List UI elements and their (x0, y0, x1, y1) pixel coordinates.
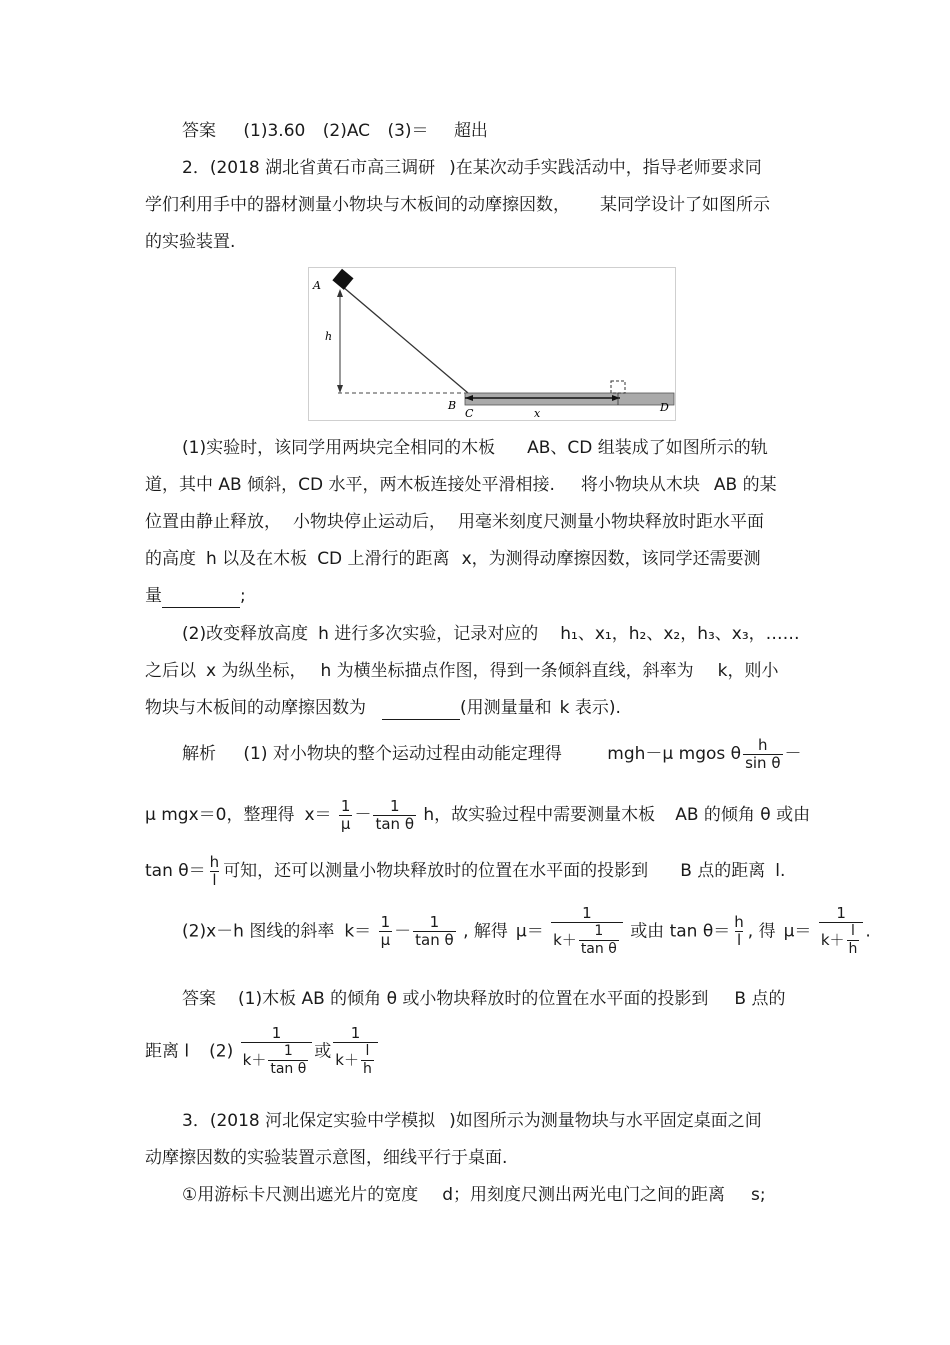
text: k 表示). (559, 698, 621, 718)
analysis-line-3 (145, 851, 785, 891)
analysis-line-4 (182, 905, 871, 958)
q3-line-2 (145, 1147, 507, 1169)
label-b: B (448, 399, 457, 412)
text: l. (775, 861, 786, 881)
text: (用测量量和 (460, 698, 552, 718)
fraction: 1 k＋ $\frac{1}{\text{tan θ}}$ (241, 1025, 313, 1078)
fraction: $\frac{h}{\text{sin θ}}$ (745, 735, 781, 772)
text: 位置由静止释放， (145, 512, 281, 532)
text: , 解得 (463, 921, 508, 942)
q2-line-1 (182, 157, 762, 179)
text: 道，其中 AB 倾斜，CD 水平，两木板连接处平滑相接. (145, 475, 555, 495)
text: h，故实验过程中需要测量木板 (423, 805, 656, 825)
fraction: 1 k＋ $\frac{l}{h}$ (333, 1025, 378, 1078)
text: 物块与木板间的动摩擦因数为 (145, 698, 366, 718)
text: 动摩擦因数的实验装置示意图，细线平行于桌面. (145, 1148, 508, 1168)
q3-line-1 (182, 1110, 762, 1132)
fraction: $\frac{1}{\mu}$ (340, 796, 351, 833)
q2p1-line-2 (145, 474, 777, 496)
text: 的高度 (145, 549, 196, 569)
answer-part-1: (1)3.60 (243, 121, 306, 141)
text: 将小物块从木块 (580, 475, 700, 495)
q2-line-3 (145, 231, 235, 253)
label-c: C (465, 407, 474, 420)
apparatus-figure (308, 267, 676, 421)
text: k＝ (344, 921, 372, 942)
fraction: 1 k＋ $\frac{1}{\text{tan θ}}$ (551, 905, 623, 958)
text: h₁、x₁，h₂、x₂，h₃、x₃，…… (560, 624, 800, 644)
text: 用毫米刻度尺测量小物块释放时距水平面 (458, 512, 764, 532)
text: μ＝ (783, 921, 812, 942)
text: h 为横坐标描点作图，得到一条倾斜直线，斜率为 (320, 661, 694, 681)
text: x＝ (304, 805, 332, 825)
text: x 为纵坐标， (206, 661, 307, 681)
text: AB 的某 (713, 475, 777, 495)
q2-text: 学们利用手中的器材测量小物块与木板间的动摩擦因数， (145, 195, 570, 215)
text: h 进行多次实验，记录对应的 (318, 624, 539, 644)
text: ①用游标卡尺测出遮光片的宽度 (182, 1185, 419, 1205)
text: ; (240, 586, 246, 606)
text: 或由 tan θ＝ (630, 921, 731, 942)
text: B 点的 (734, 989, 786, 1009)
fraction: $\frac{h}{l}$ (734, 913, 744, 949)
q2-text: 某同学设计了如图所示 (600, 195, 770, 215)
label-a: A (313, 279, 321, 292)
text: (2) (209, 1041, 234, 1062)
text: k，则小 (717, 661, 779, 681)
text: AB、CD 组装成了如图所示的轨 (527, 438, 768, 458)
q2-line-2 (145, 194, 770, 216)
text: (1)实验时，该同学用两块完全相同的木板 (182, 438, 496, 458)
q3-line-3 (182, 1184, 766, 1206)
text: 小物块停止运动后， (293, 512, 446, 532)
text: － (784, 744, 802, 764)
text: AB 的倾角 θ 或由 (675, 805, 811, 825)
fraction: $\frac{1}{\text{tan θ}}$ (375, 796, 414, 833)
fraction: 1 k＋ $\frac{l}{h}$ (819, 905, 864, 958)
text: )如图所示为测量物块与水平固定桌面之间 (449, 1111, 762, 1131)
board-cd (465, 393, 674, 405)
text: d；用刻度尺测出两光电门之间的距离 (442, 1185, 726, 1205)
text: x，为测得动摩擦因数，该同学还需要测 (461, 549, 761, 569)
q2-text: )在某次动手实践活动中，指导老师要求同 (449, 158, 762, 178)
text: CD 上滑行的距离 (317, 549, 450, 569)
answer-blank[interactable] (162, 585, 240, 608)
answer-part-4: 超出 (453, 121, 488, 141)
label-h: h (325, 330, 333, 343)
answer-label: 答案 (182, 121, 216, 141)
text: s; (751, 1185, 766, 1205)
answer-label: 答案 (182, 989, 216, 1009)
text: B 点的距离 (680, 861, 766, 881)
answer-blank[interactable] (382, 697, 460, 720)
answer-2-line-2 (145, 1025, 380, 1078)
q2p1-line-5 (145, 585, 246, 608)
text: 之后以 (145, 661, 196, 681)
fraction: $\frac{h}{l}$ (209, 852, 220, 889)
text: 或 (314, 1041, 332, 1062)
text: , 得 (747, 921, 776, 942)
text: － (354, 805, 372, 825)
label-d: D (660, 401, 669, 414)
formula: mgh－μ mgos θ (607, 744, 742, 764)
q2p1-line-1 (182, 437, 768, 459)
analysis-label: 解析 (182, 744, 216, 764)
answer-2-line-1 (182, 988, 785, 1010)
text: μ mgx＝0，整理得 (145, 805, 295, 825)
text: (1)木板 AB 的倾角 θ 或小物块释放时的位置在水平面的投影到 (238, 989, 709, 1009)
q2p2-line-2 (145, 660, 779, 682)
q2p1-line-4 (145, 548, 761, 570)
analysis-line-2 (145, 795, 810, 835)
fraction: $\frac{1}{\text{tan θ}}$ (415, 913, 454, 949)
label-x: x (534, 407, 541, 420)
text: － (394, 921, 412, 942)
text: tan θ＝ (145, 861, 206, 881)
answer-part-2: (2)AC (322, 121, 371, 141)
answer-1 (182, 120, 488, 142)
text: 距离 l (145, 1041, 190, 1062)
fraction: $\frac{1}{\mu}$ (380, 913, 391, 949)
text: μ＝ (515, 921, 544, 942)
q2p2-line-3 (145, 697, 621, 720)
q2-text: 的实验装置. (145, 232, 236, 252)
text: (1) 对小物块的整个运动过程由动能定理得 (243, 744, 562, 764)
q2p2-line-1 (182, 623, 800, 645)
q3-source: 3．(2018 河北保定实验中学模拟 (182, 1111, 436, 1131)
q2-source: 2．(2018 湖北省黄石市高三调研 (182, 158, 436, 178)
answer-part-3: (3)＝ (387, 121, 429, 141)
text: 可知，还可以测量小物块释放时的位置在水平面的投影到 (223, 861, 649, 881)
text: (2)改变释放高度 (182, 624, 309, 644)
text: h 以及在木板 (206, 549, 308, 569)
q2p1-line-3 (145, 511, 764, 533)
text: (2)x－h 图线的斜率 (182, 921, 335, 942)
analysis-line-1 (182, 734, 802, 774)
text: 量 (145, 586, 162, 606)
text: . (865, 921, 871, 942)
